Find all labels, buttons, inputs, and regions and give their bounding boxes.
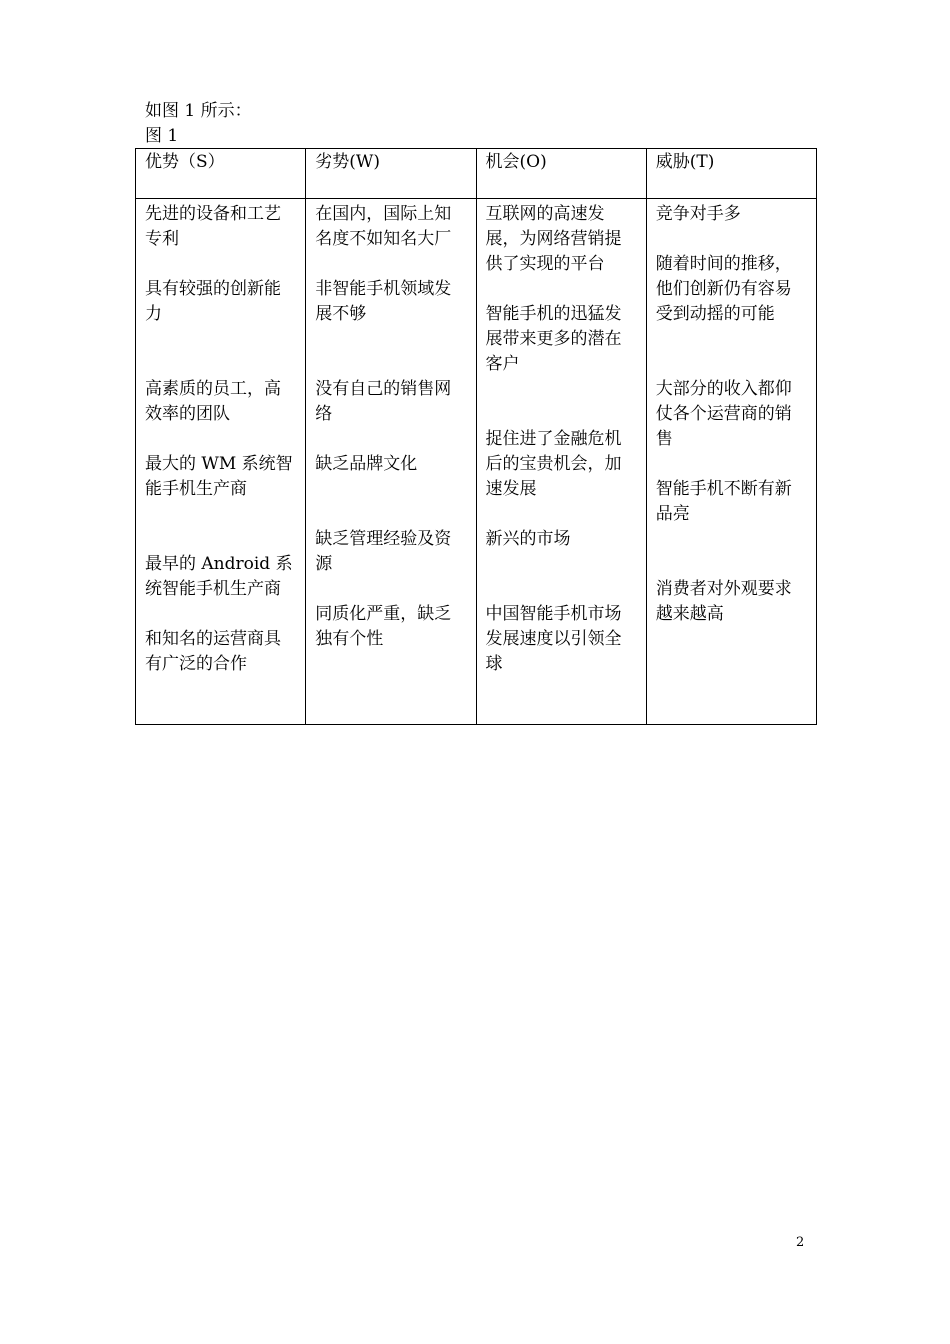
opportunity-item: 智能手机的迅猛发展带来更多的潜在客户 bbox=[485, 304, 622, 374]
opportunity-item: 捉住进了金融危机后的宝贵机会，加速发展 bbox=[485, 429, 622, 499]
table-body-row bbox=[136, 199, 817, 725]
strength-item: 最大的 WM 系统智能手机生产商 bbox=[145, 454, 293, 499]
strength-item: 高素质的员工，高效率的团队 bbox=[145, 379, 281, 424]
table-header-row bbox=[136, 149, 817, 199]
weakness-item: 非智能手机领域发展不够 bbox=[315, 279, 452, 324]
weaknesses-cell bbox=[306, 199, 476, 725]
threats-cell bbox=[646, 199, 816, 725]
strength-item: 先进的设备和工艺专利 bbox=[145, 204, 281, 249]
opportunity-item: 互联网的高速发展，为网络营销提供了实现的平台 bbox=[485, 204, 622, 274]
threat-item: 消费者对外观要求越来越高 bbox=[655, 579, 792, 624]
strengths-cell bbox=[136, 199, 306, 725]
weakness-item: 缺乏管理经验及资源 bbox=[315, 529, 452, 574]
threat-item: 大部分的收入都仰仗各个运营商的销售 bbox=[655, 379, 792, 449]
intro-text: 如图 1 所示： bbox=[145, 101, 252, 121]
page-number: 2 bbox=[796, 1235, 805, 1250]
threat-item: 随着时间的推移，他们创新仍有容易受到动摇的可能 bbox=[655, 254, 792, 324]
strength-item: 最早的 Android 系统智能手机生产商 bbox=[145, 554, 293, 599]
opportunity-item: 中国智能手机市场发展速度以引领全球 bbox=[485, 604, 622, 674]
header-strengths: 优势（S） bbox=[136, 149, 306, 199]
header-opportunities: 机会(O) bbox=[476, 149, 646, 199]
threat-item: 智能手机不断有新品亮 bbox=[655, 479, 792, 524]
opportunity-item: 新兴的市场 bbox=[485, 529, 571, 549]
opportunities-cell bbox=[476, 199, 646, 725]
header-weaknesses: 劣势(W) bbox=[306, 149, 476, 199]
figure-caption: 图 1 bbox=[145, 126, 179, 146]
swot-table bbox=[135, 148, 817, 725]
header-threats: 威胁(T) bbox=[646, 149, 816, 199]
weakness-item: 在国内，国际上知名度不如知名大厂 bbox=[315, 204, 452, 249]
strength-item: 具有较强的创新能力 bbox=[145, 279, 281, 324]
strength-item: 和知名的运营商具有广泛的合作 bbox=[145, 629, 281, 674]
weakness-item: 缺乏品牌文化 bbox=[315, 454, 418, 474]
threat-item: 竞争对手多 bbox=[655, 204, 741, 224]
weakness-item: 同质化严重，缺乏独有个性 bbox=[315, 604, 452, 649]
weakness-item: 没有自己的销售网络 bbox=[315, 379, 452, 424]
